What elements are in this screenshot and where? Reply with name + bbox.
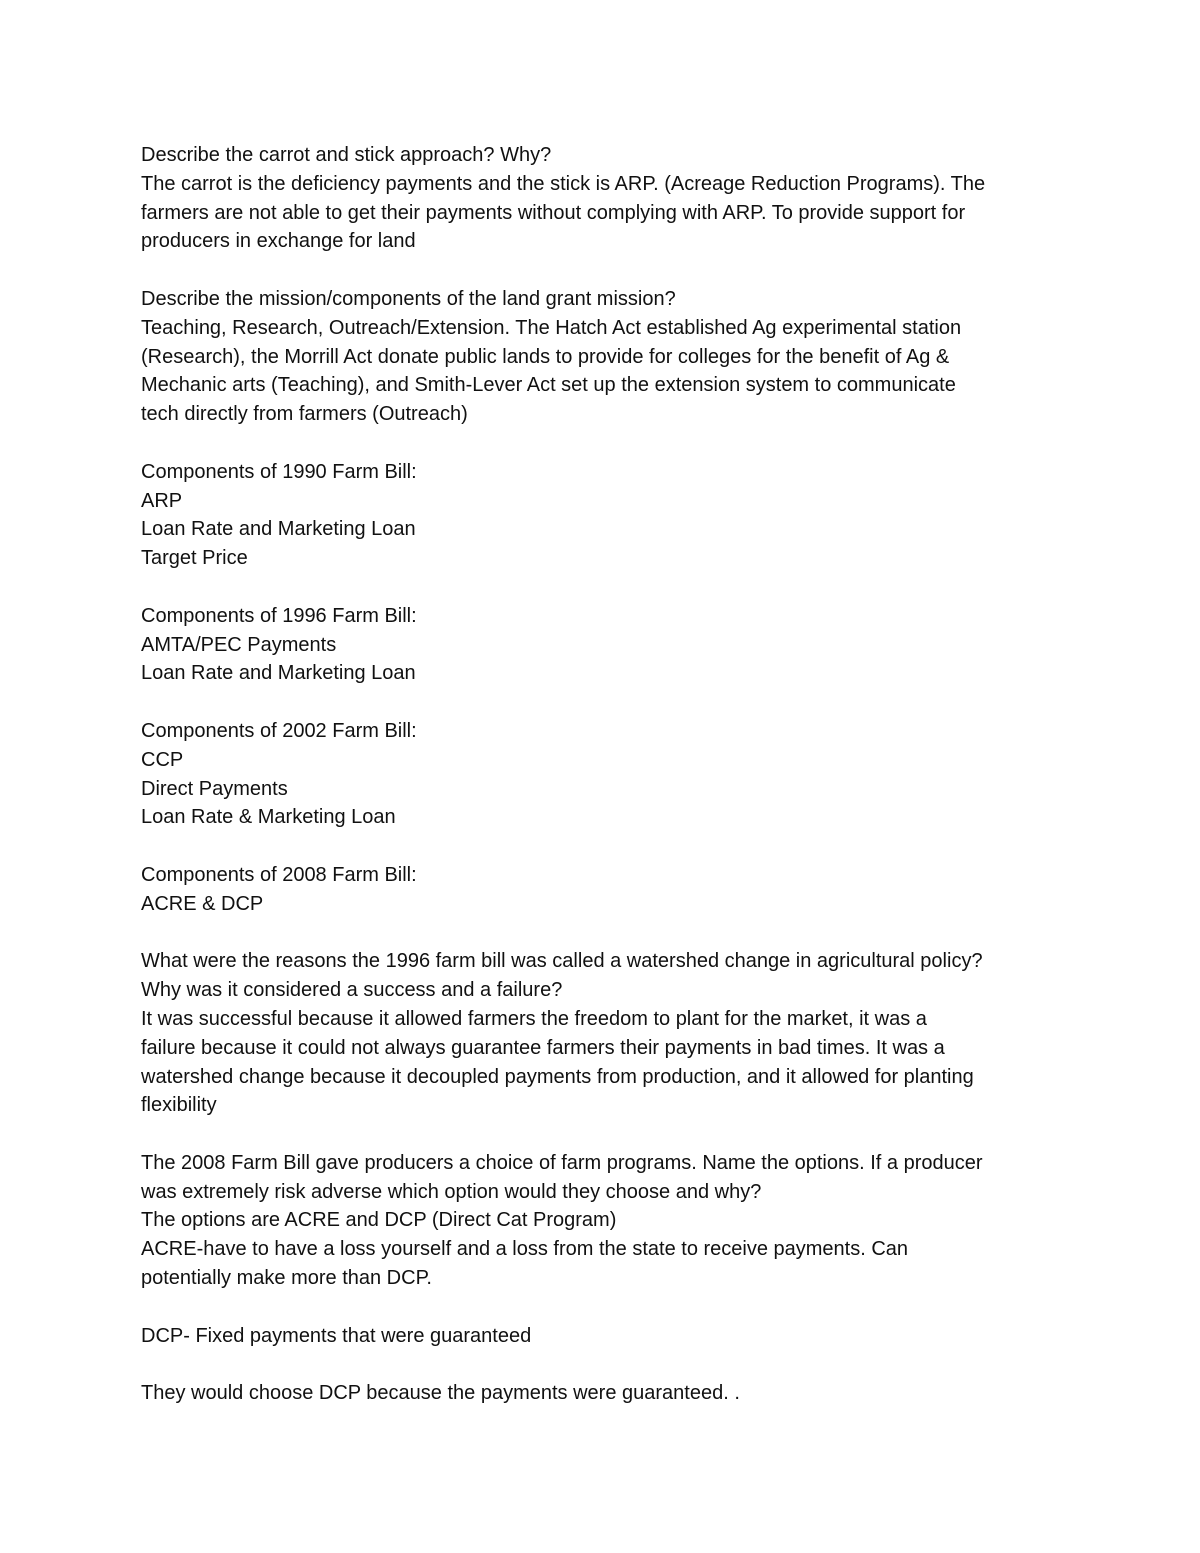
paragraph-spacer — [141, 832, 1071, 861]
q3-question-line: What were the reasons the 1996 farm bill was called a watershed change in agricultural policy? — [141, 950, 983, 973]
bill-1990-item: Target Price — [141, 547, 248, 570]
q2-answer-line: Mechanic arts (Teaching), and Smith-Lever Act set up the extension system to communicate — [141, 374, 956, 397]
q1-question: Describe the carrot and stick approach? Why? — [141, 144, 552, 166]
bill-1996-item: Loan Rate and Marketing Loan — [141, 662, 416, 685]
q2-answer-line: (Research), the Morrill Act donate public lands to provide for colleges for the benefit of Ag & — [141, 345, 950, 368]
paragraph-spacer — [141, 573, 1071, 602]
bill-1996-item: AMTA/PEC Payments — [141, 633, 337, 656]
paragraph-spacer — [141, 688, 1071, 717]
bill-1990-item: Loan Rate and Marketing Loan — [141, 518, 416, 541]
q2-answer-line: tech directly from farmers (Outreach) — [141, 403, 468, 426]
paragraph-spacer — [141, 1293, 1071, 1322]
paragraph-spacer — [141, 919, 1071, 948]
bill-2002-item: Loan Rate & Marketing Loan — [141, 806, 396, 829]
q1-answer-line: producers in exchange for land — [141, 230, 416, 253]
paragraph-spacer — [141, 256, 1071, 285]
q4-answer-line: potentially make more than DCP. — [141, 1267, 432, 1290]
q1-answer-line: farmers are not able to get their payments without complying with ARP. To provide support for — [141, 201, 966, 224]
dcp-description: DCP- Fixed payments that were guaranteed — [141, 1324, 532, 1347]
bill-1996-heading: Components of 1996 Farm Bill: — [141, 604, 417, 627]
paragraph-spacer — [141, 1350, 1071, 1379]
q4-answer-line: ACRE-have to have a loss yourself and a loss from the state to receive payments. Can — [141, 1238, 909, 1261]
q3-answer-line: flexibility — [141, 1094, 217, 1117]
q3-section — [141, 947, 1071, 1120]
q4-question-line: was extremely risk adverse which option would they choose and why? — [141, 1180, 762, 1203]
bill-2002-item: CCP — [141, 748, 184, 771]
paragraph-spacer — [141, 429, 1071, 458]
q3-question-line: Why was it considered a success and a failure? — [141, 979, 563, 1002]
q4-answer-line: The options are ACRE and DCP (Direct Cat Program) — [141, 1209, 617, 1232]
bill-2002-heading: Components of 2002 Farm Bill: — [141, 719, 417, 742]
q3-answer-line: failure because it could not always guarantee farmers their payments in bad times. It was a — [141, 1036, 945, 1059]
document-body — [141, 141, 1071, 1408]
bill-2008-heading: Components of 2008 Farm Bill: — [141, 863, 417, 886]
q2-answer-line: Teaching, Research, Outreach/Extension. The Hatch Act established Ag experimental station — [141, 316, 962, 339]
bill-2008-section — [141, 861, 1071, 919]
bill-1990-item: ARP — [141, 489, 183, 512]
q2-section — [141, 285, 1071, 429]
q1-answer-line: The carrot is the deficiency payments and the stick is ARP. (Acreage Reduction Programs). The — [141, 172, 986, 195]
paragraph-spacer — [141, 1120, 1071, 1149]
bill-1990-section — [141, 458, 1071, 573]
q3-answer-line: watershed change because it decoupled payments from production, and it allowed for planting — [141, 1065, 974, 1088]
bill-2002-item: Direct Payments — [141, 777, 288, 800]
bill-1990-heading: Components of 1990 Farm Bill: — [141, 460, 417, 483]
q4-section — [141, 1149, 1071, 1293]
bill-2008-item: ACRE & DCP — [141, 892, 264, 915]
bill-2002-section — [141, 717, 1071, 832]
q4-conclusion: They would choose DCP because the payments were guaranteed. . — [141, 1382, 740, 1405]
bill-1996-section — [141, 602, 1071, 688]
q2-question: Describe the mission/components of the land grant mission? — [141, 287, 676, 310]
q4-question-line: The 2008 Farm Bill gave producers a choice of farm programs. Name the options. If a producer — [141, 1151, 983, 1174]
q1-section — [141, 141, 1071, 256]
q3-answer-line: It was successful because it allowed farmers the freedom to plant for the market, it was a — [141, 1007, 927, 1030]
